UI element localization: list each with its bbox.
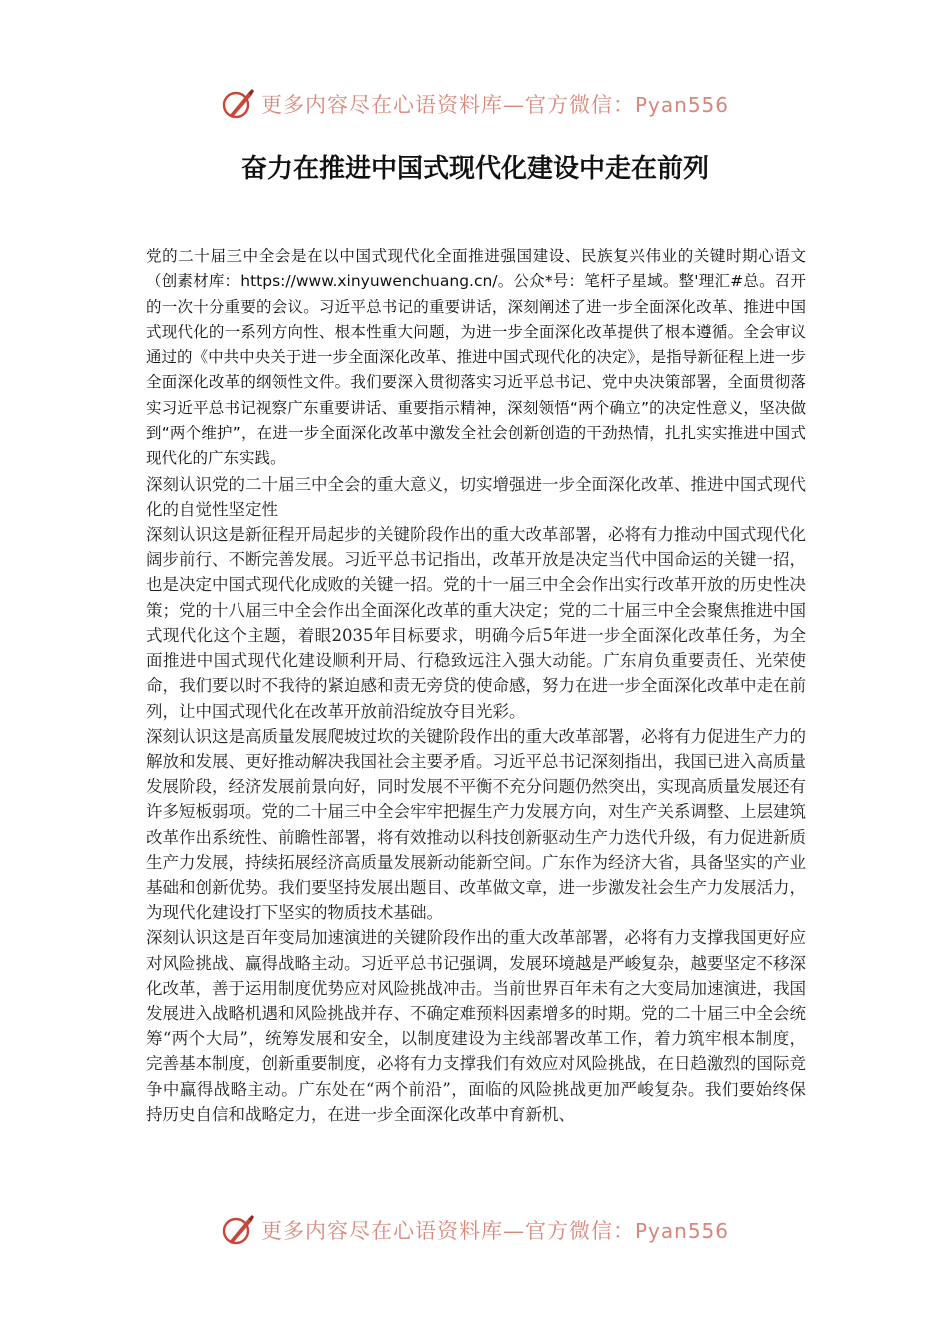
banner-text: 更多内容尽在心语资料库—官方微信：Pyan556 <box>260 93 729 117</box>
footer-banner <box>0 1210 950 1250</box>
document-title: 奋力在推进中国式现代化建设中走在前列 <box>240 154 709 184</box>
wechat-id: Pyan556 <box>634 93 729 117</box>
quill-pen-logo-icon <box>221 87 255 121</box>
quill-pen-logo-icon <box>221 1213 255 1247</box>
banner-text: 更多内容尽在心语资料库—官方微信：Pyan556 <box>260 1219 729 1243</box>
header-banner <box>0 84 950 124</box>
body-paragraph-3: 深刻认识这是百年变局加速演进的关键阶段作出的重大改革部署，必将有力支撑我国更好应对风险挑战、赢得战略主动。习近平总书记强调，发展环境越是严峻复杂，越要坚定不移深化改革，善于运用制度优势应对风险挑战冲击。当前世界百年未有之大变局加速演进，我国发展进入战略机遇和风险挑战并存、不确定难预料因素增多的时期。党的二十届三中全会统筹“两个大局”，统筹发展和安全，以制度建设为主线部署改革工作，着力筑牢根本制度，完善基本制度，创新重要制度，必将有力支撑我们有效应对风险挑战，在日趋激烈的国际竞争中赢得战略主动。广东处在“两个前沿”，面临的风险挑战更加严峻复杂。我们要始终保持历史自信和战略定力，在进一步全面深化改革中育新机、 <box>146 928 806 1124</box>
lead-paragraph: 党的二十届三中全会是在以中国式现代化全面推进强国建设、民族复兴伟业的关键时期心语文（创素材库：https://www.xinyuwenchuang.cn/。公众*号：笔杆子星域。整'理汇#总。召开的一次十分重要的会议。习近平总书记的重要讲话，深刻阐述了进一步全面深化改革、推进中国式现代化的一系列方向性、根本性重大问题，为进一步全面深化改革提供了根本遵循。全会审议通过的《中共中央关于进一步全面深化改革、推进中国式现代化的决定》，是指导新征程上进一步全面深化改革的纲领性文件。我们要深入贯彻落实习近平总书记、党中央决策部署，全面贯彻落实习近平总书记视察广东重要讲话、重要指示精神，深刻领悟“两个确立”的决定性意义，坚决做到“两个维护”，在进一步全面深化改革中激发全社会创新创造的干劲热情，扎扎实实推进中国式现代化的广东实践。 <box>146 247 806 468</box>
document-body <box>146 244 806 1127</box>
wechat-id: Pyan556 <box>634 1219 729 1243</box>
section-heading: 深刻认识党的二十届三中全会的重大意义，切实增强进一步全面深化改革、推进中国式现代化的自觉性坚定性 <box>146 474 806 519</box>
body-paragraph-1: 深刻认识这是新征程开局起步的关键阶段作出的重大改革部署，必将有力推动中国式现代化阔步前行、不断完善发展。习近平总书记指出，改革开放是决定当代中国命运的关键一招，也是决定中国式现代化成败的关键一招。党的十一届三中全会作出实行改革开放的历史性决策；党的十八届三中全会作出全面深化改革的重大决定；党的二十届三中全会聚焦推进中国式现代化这个主题，着眼2035年目标要求，明确今后5年进一步全面深化改革任务，为全面推进中国式现代化建设顺利开局、行稳致远注入强大动能。广东肩负重要责任、光荣使命，我们要以时不我待的紧迫感和责无旁贷的使命感，努力在进一步全面深化改革中走在前列，让中国式现代化在改革开放前沿绽放夺目光彩。 <box>146 525 806 721</box>
body-paragraph-2: 深刻认识这是高质量发展爬坡过坎的关键阶段作出的重大改革部署，必将有力促进生产力的解放和发展、更好推动解决我国社会主要矛盾。习近平总书记深刻指出，我国已进入高质量发展阶段，经济发展前景向好，同时发展不平衡不充分问题仍然突出，实现高质量发展还有许多短板弱项。党的二十届三中全会牢牢把握生产力发展方向，对生产关系调整、上层建筑改革作出系统性、前瞻性部署，将有效推动以科技创新驱动生产力迭代升级，有力促进新质生产力发展，持续拓展经济高质量发展新动能新空间。广东作为经济大省，具备坚实的产业基础和创新优势。我们要坚持发展出题目、改革做文章，进一步激发社会生产力发展活力，为现代化建设打下坚实的物质技术基础。 <box>146 726 806 923</box>
